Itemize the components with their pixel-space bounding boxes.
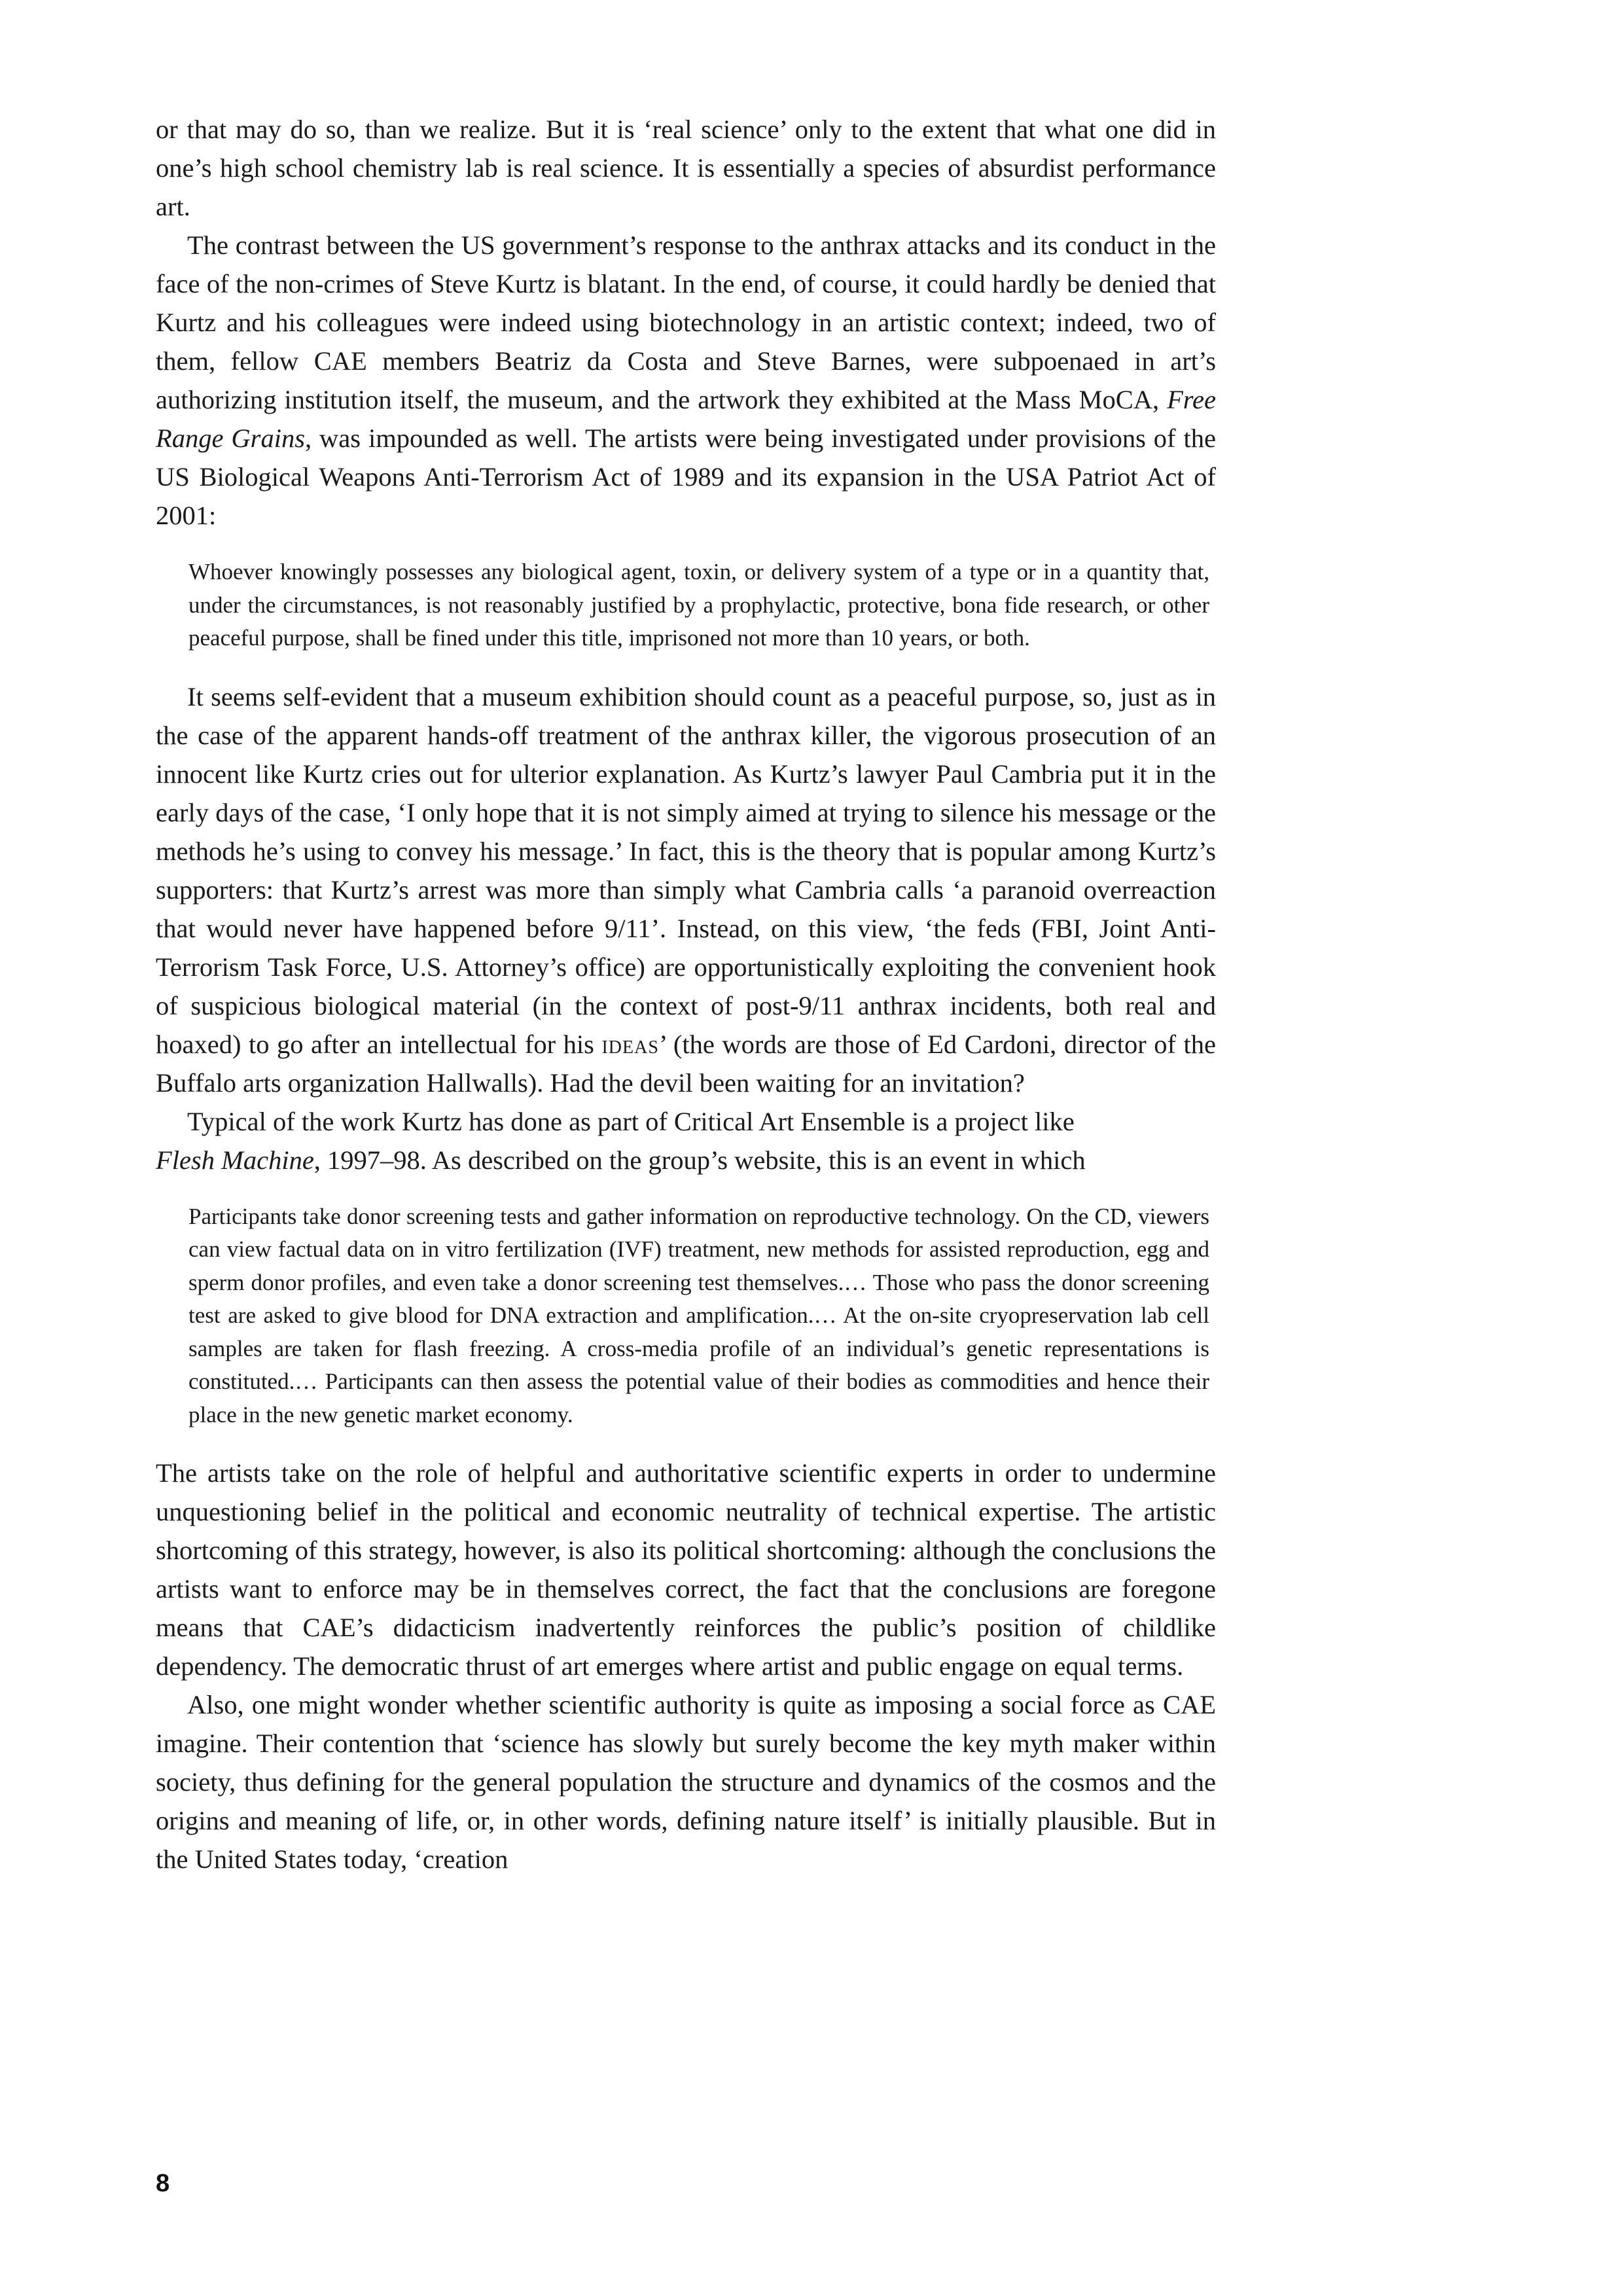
paragraph-2 [156,226,1216,535]
paragraph-3 [156,677,1216,1102]
paragraph-4-text-start: Typical of the work Kurtz has done as part of Critical Art Ensemble is a project like [187,1106,1075,1136]
paragraph-2-text-start: The contrast between the US government’s response to the anthrax attacks and its conduct in the face of the non-crimes of Steve Kurtz is blatant. In the end, of course, it could hardly be denied that Kurtz and his colleagues were indeed using biotechnology in an artistic context; indeed, two of them, fellow CAE members Beatriz da Costa and Steve Barnes, were subpoenaed in art’s authorizing institution itself, the museum, and the artwork they exhibited at the Mass MoCA, [156,230,1216,414]
paragraph-4 [156,1102,1216,1179]
paragraph-1: or that may do so, than we realize. But it is ‘real science’ only to the extent that what one did in one’s high school chemistry lab is real science. It is essentially a species of absurdist performance art. [156,115,1216,221]
paragraph-5: The artists take on the role of helpful and authoritative scientific experts in order to undermine unquestioning belief in the political and economic neutrality of technical expertise. The artistic shortcoming of this strategy, however, is also its political shortcoming: although the conclusions the artists want to enforce may be in themselves correct, the fact that the conclusions are foregone means that CAE’s didacticism inadvertently reinforces the public’s position of childlike dependency. The democratic thrust of art emerges where artist and public engage on equal terms. [156,1458,1216,1681]
paragraph-2-text-end: , was impounded as well. The artists were being investigated under provisions of the US Biological Weapons Anti-Terrorism Act of 1989 and its expansion in the USA Patriot Act of 2001: [156,423,1216,530]
paragraph-3-text-end: ’ (the words are those of Ed Cardoni, director of the Buffalo arts organization Hallwalls). Had the devil been waiting for an invitation? [156,1029,1217,1098]
paragraph-3-text-start: It seems self-evident that a museum exhibition should count as a peaceful purpose, so, just as in the case of the apparent hands-off treatment of the anthrax killer, the vigorous prosecution of an innocent like Kurtz cries out for ulterior explanation. As Kurtz’s lawyer Paul Cambria put it in the early days of the case, ‘I only hope that it is not simply aimed at trying to silence his message or the methods he’s using to convey his message.’ In fact, this is the theory that is popular among Kurtz’s supporters: that Kurtz’s arrest was more than simply what Cambria calls ‘a paranoid overreaction that would never have happened before 9/11’. Instead, on this view, ‘the feds (FBI, Joint Anti-Terrorism Task Force, U.S. Attorney’s office) are opportunistically exploiting the convenient hook of suspicious biological material (in the context of post-9/11 anthrax incidents, both real and hoaxed) to go after an intellectual for his [156,681,1216,1059]
block-quote-flesh-machine: Participants take donor screening tests and gather information on reproductive technology. On the CD, viewers can view factual data on in vitro fertilization (IVF) treatment, new methods for assisted reproduction, egg and sperm donor profiles, and even take a donor screening test themselves.… Those who pass the donor screening test are asked to give blood for DNA extraction and amplification.… At the on-site cryopreservation lab cell samples are taken for flash freezing. A cross-media profile of an individual’s genetic representations is constituted.… Participants can then assess the potential value of their bodies as commodities and hence their place in the new genetic market economy. [188,1203,1209,1427]
body-text [156,110,1216,1878]
paragraph-6: Also, one might wonder whether scientific authority is quite as imposing a social force as CAE imagine. Their contention that ‘science has slowly but surely become the key myth maker within society, thus defining for the general population the structure and dynamics of the cosmos and the origins and meaning of life, or, in other words, defining nature itself’ is initially plausible. But in the United States today, ‘creation [156,1690,1216,1874]
paragraph-4-text-end: , 1997–98. As described on the group’s website, this is an event in which [313,1145,1086,1175]
artwork-title-free-range-grains: Free Range Grains [156,385,1217,453]
artwork-title-flesh-machine: Flesh Machine [156,1145,314,1175]
smallcaps-ideas: ideas [601,1029,659,1059]
page-number: 8 [156,2170,170,2197]
block-quote-statute: Whoever knowingly possesses any biological agent, toxin, or delivery system of a type or in a quantity that, under the circumstances, is not reasonably justified by a prophylactic, protective, bona fide research, or other peaceful purpose, shall be fined under this title, imprisoned not more than 10 years, or both. [188,559,1209,651]
